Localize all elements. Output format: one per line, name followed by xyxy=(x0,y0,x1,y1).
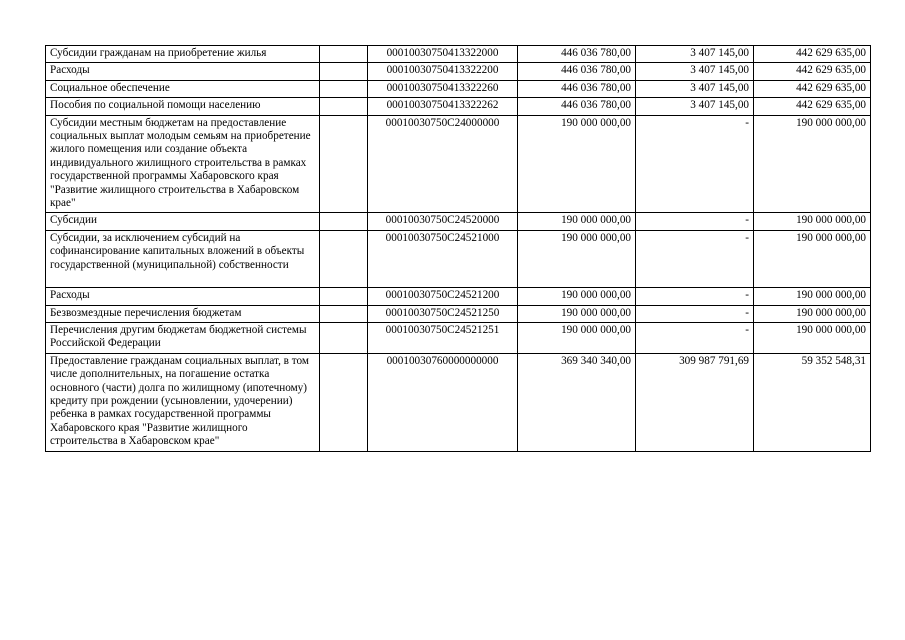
row-code: 00010030750413322200 xyxy=(368,63,518,80)
row-executed: - xyxy=(636,230,754,287)
row-approved: 446 036 780,00 xyxy=(518,98,636,115)
row-executed: - xyxy=(636,213,754,230)
row-approved: 190 000 000,00 xyxy=(518,115,636,213)
row-name: Перечисления другим бюджетам бюджетной системы Российской Федерации xyxy=(46,322,320,353)
row-name: Предоставление гражданам социальных выплат, в том числе дополнительных, на погашение остатка основного (части) долга по жилищному (ипотечному) кредиту при рождении (усыновлении, удочерении) ребенка в рамках государственной программы Хабаровского края "Развитие жилищного строительства в Хабаровском крае" xyxy=(46,353,320,451)
row-name: Субсидии гражданам на приобретение жилья xyxy=(46,46,320,63)
row-approved: 190 000 000,00 xyxy=(518,213,636,230)
row-name: Субсидии, за исключением субсидий на софинансирование капитальных вложений в объекты государственной (муниципальной) собственности xyxy=(46,230,320,287)
row-code: 00010030750C24521250 xyxy=(368,305,518,322)
row-executed: - xyxy=(636,115,754,213)
table-row xyxy=(46,98,871,115)
row-code: 00010030760000000000 xyxy=(368,353,518,451)
row-code: 00010030750413322260 xyxy=(368,80,518,97)
row-name: Безвозмездные перечисления бюджетам xyxy=(46,305,320,322)
row-remaining: 190 000 000,00 xyxy=(754,213,871,230)
row-name: Расходы xyxy=(46,288,320,305)
table-row xyxy=(46,46,871,63)
row-approved: 190 000 000,00 xyxy=(518,305,636,322)
empty-cell xyxy=(320,213,368,230)
table-row xyxy=(46,115,871,213)
empty-cell xyxy=(320,98,368,115)
row-remaining: 190 000 000,00 xyxy=(754,230,871,287)
row-code: 00010030750413322262 xyxy=(368,98,518,115)
row-executed: 309 987 791,69 xyxy=(636,353,754,451)
row-remaining: 190 000 000,00 xyxy=(754,305,871,322)
table-row xyxy=(46,322,871,353)
empty-cell xyxy=(320,305,368,322)
empty-cell xyxy=(320,288,368,305)
row-approved: 446 036 780,00 xyxy=(518,80,636,97)
row-code: 00010030750C24521251 xyxy=(368,322,518,353)
row-name: Социальное обеспечение xyxy=(46,80,320,97)
row-remaining: 442 629 635,00 xyxy=(754,46,871,63)
table-row xyxy=(46,63,871,80)
table-row xyxy=(46,305,871,322)
row-executed: 3 407 145,00 xyxy=(636,63,754,80)
table-row xyxy=(46,353,871,451)
row-code: 00010030750C24521200 xyxy=(368,288,518,305)
row-executed: - xyxy=(636,305,754,322)
row-approved: 369 340 340,00 xyxy=(518,353,636,451)
row-approved: 190 000 000,00 xyxy=(518,230,636,287)
row-executed: 3 407 145,00 xyxy=(636,98,754,115)
empty-cell xyxy=(320,353,368,451)
row-approved: 446 036 780,00 xyxy=(518,63,636,80)
row-executed: - xyxy=(636,288,754,305)
row-code: 00010030750C24000000 xyxy=(368,115,518,213)
row-approved: 446 036 780,00 xyxy=(518,46,636,63)
row-executed: 3 407 145,00 xyxy=(636,80,754,97)
row-name: Субсидии местным бюджетам на предоставление социальных выплат молодым семьям на приобретение жилого помещения или создание объекта индивидуального жилищного строительства в рамках государственной программы Хабаровского края "Развитие жилищного строительства в Хабаровском крае" xyxy=(46,115,320,213)
row-remaining: 442 629 635,00 xyxy=(754,63,871,80)
row-approved: 190 000 000,00 xyxy=(518,288,636,305)
table-row xyxy=(46,213,871,230)
row-code: 00010030750413322000 xyxy=(368,46,518,63)
table-row xyxy=(46,288,871,305)
empty-cell xyxy=(320,80,368,97)
row-name: Пособия по социальной помощи населению xyxy=(46,98,320,115)
row-executed: 3 407 145,00 xyxy=(636,46,754,63)
row-remaining: 190 000 000,00 xyxy=(754,115,871,213)
row-remaining: 442 629 635,00 xyxy=(754,80,871,97)
row-code: 00010030750C24521000 xyxy=(368,230,518,287)
table-body xyxy=(46,46,871,452)
table-row xyxy=(46,80,871,97)
row-approved: 190 000 000,00 xyxy=(518,322,636,353)
empty-cell xyxy=(320,322,368,353)
row-remaining: 59 352 548,31 xyxy=(754,353,871,451)
empty-cell xyxy=(320,115,368,213)
empty-cell xyxy=(320,230,368,287)
empty-cell xyxy=(320,63,368,80)
row-remaining: 442 629 635,00 xyxy=(754,98,871,115)
row-remaining: 190 000 000,00 xyxy=(754,288,871,305)
row-code: 00010030750C24520000 xyxy=(368,213,518,230)
table-row xyxy=(46,230,871,287)
budget-execution-table xyxy=(45,45,871,452)
empty-cell xyxy=(320,46,368,63)
row-executed: - xyxy=(636,322,754,353)
row-name: Субсидии xyxy=(46,213,320,230)
row-name: Расходы xyxy=(46,63,320,80)
row-remaining: 190 000 000,00 xyxy=(754,322,871,353)
